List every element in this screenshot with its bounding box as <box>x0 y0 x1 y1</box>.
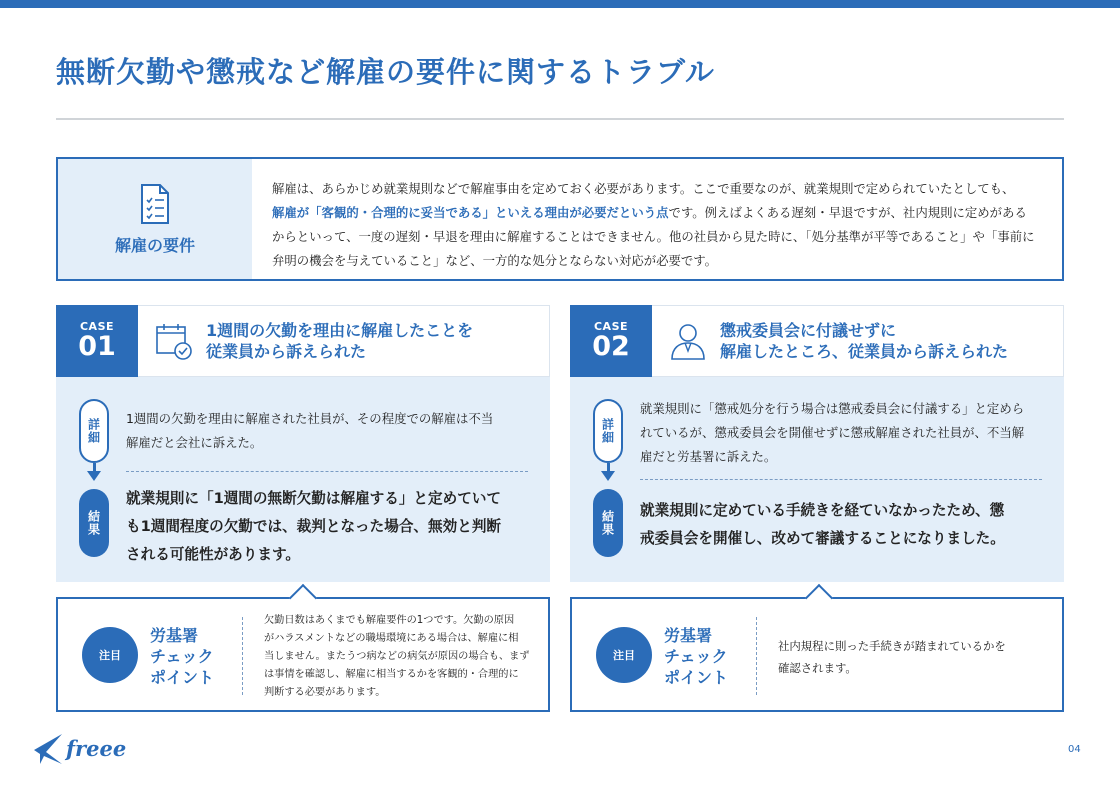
title-divider <box>56 118 1064 120</box>
requirement-line: 解雇は、あらかじめ就業規則などで解雇事由を定めておく必要があります。ここで重要なのが、就業規則で定められていたとしても、 <box>272 181 1015 196</box>
result-line: 就業規則に定めている手続きを経ていなかったため、懲 <box>640 502 1005 519</box>
detail-pill: 詳細 <box>593 399 623 463</box>
detail-line: 雇だと労基署に訴えた。 <box>640 449 777 464</box>
case-badge-number: 01 <box>78 331 116 362</box>
check-title-line: 労基署 <box>664 626 713 645</box>
result-line: も1週間程度の欠勤では、裁判となった場合、無効と判断 <box>126 518 502 535</box>
requirement-line: からといって、一度の遅刻・早退を理由に解雇することはできません。他の社員から見た時に、「処分基準が平等であること」や「事前に <box>272 229 1035 244</box>
case-badge-number: 02 <box>592 331 630 362</box>
brand-name: freee <box>66 735 127 761</box>
case-title-line: 懲戒委員会に付議せずに <box>720 321 897 340</box>
case-01 <box>56 305 550 582</box>
detail-pill: 詳細 <box>79 399 109 463</box>
check-line: がハラスメントなどの職場環境にある場合は、解雇に相 <box>264 633 519 644</box>
case-badge <box>570 305 652 377</box>
check-title-line: チェック <box>150 647 214 666</box>
case-badge-label: CASE <box>79 320 115 333</box>
detail-text <box>126 407 493 455</box>
case-title-line: 従業員から訴えられた <box>206 342 367 361</box>
check-line: 確認されます。 <box>778 661 857 675</box>
attention-badge: 注目 <box>596 627 652 683</box>
detail-line: 就業規則に「懲戒処分を行う場合は懲戒委員会に付議する」と定めら <box>640 401 1025 416</box>
check-title-line: チェック <box>664 647 728 666</box>
top-accent-bar <box>0 0 1120 8</box>
bird-logo-icon <box>32 730 64 766</box>
case-badge <box>56 305 138 377</box>
employee-person-icon <box>668 321 708 361</box>
case-title <box>206 320 473 362</box>
detail-line: 解雇だと会社に訴えた。 <box>126 435 263 450</box>
case-badge-label: CASE <box>593 320 629 333</box>
check-point-title <box>664 625 728 688</box>
check-line: 当しません。またうつ病などの病気が原因の場合も、まず <box>264 651 530 662</box>
check-point-title <box>150 625 214 688</box>
callout-notch <box>805 584 833 612</box>
freee-logo <box>32 730 126 766</box>
result-line: される可能性があります。 <box>126 546 300 563</box>
case-body <box>570 377 1064 582</box>
requirement-line: 弁明の機会を与えていること」など、一方的な処分とならない対応が必要です。 <box>272 253 718 268</box>
requirement-box <box>56 157 1064 281</box>
vertical-dashed-divider <box>242 617 243 695</box>
case-02 <box>570 305 1064 582</box>
calendar-check-icon <box>154 321 194 361</box>
result-line: 就業規則に「1週間の無断欠勤は解雇する」と定めていて <box>126 490 502 507</box>
arrow-stem <box>607 463 610 471</box>
check-point-text <box>264 612 529 702</box>
result-text <box>126 485 501 569</box>
detail-text <box>640 397 1024 469</box>
result-pill: 結果 <box>593 489 623 557</box>
page-number: 04 <box>1068 744 1081 755</box>
check-line: 欠勤日数はあくまでも解雇要件の1つです。欠勤の原因 <box>264 615 515 626</box>
detail-line: れているが、懲戒委員会を開催せずに懲戒解雇された社員が、不当解 <box>640 425 1025 440</box>
requirement-line-rest: です。例えばよくある遅刻・早退ですが、社内規則に定めがある <box>668 205 1027 220</box>
requirement-label-panel <box>58 159 252 279</box>
check-line: は事情を確認し、解雇に相当するかを客観的・合理的に <box>264 669 519 680</box>
checklist-document-icon <box>139 183 171 225</box>
down-arrow-icon <box>601 471 615 481</box>
dashed-divider <box>126 471 528 472</box>
requirement-label: 解雇の要件 <box>114 235 195 255</box>
requirement-text <box>252 159 1062 279</box>
check-point-box-01 <box>56 597 550 712</box>
requirement-line <box>272 201 1042 225</box>
check-title-line: 労基署 <box>150 626 199 645</box>
down-arrow-icon <box>87 471 101 481</box>
check-line: 判断する必要があります。 <box>264 687 386 698</box>
attention-badge: 注目 <box>82 627 138 683</box>
check-point-box-02 <box>570 597 1064 712</box>
case-title-line: 1週間の欠勤を理由に解雇したことを <box>206 321 474 340</box>
case-header <box>570 305 1064 377</box>
check-title-line: ポイント <box>150 668 215 687</box>
result-text <box>640 497 1005 553</box>
dashed-divider <box>640 479 1042 480</box>
callout-notch <box>289 584 317 612</box>
case-title <box>720 320 1008 362</box>
case-body <box>56 377 550 582</box>
arrow-stem <box>93 463 96 471</box>
requirement-highlight: 解雇が「客観的・合理的に妥当である」といえる理由が必要だという点 <box>272 205 669 220</box>
case-header <box>56 305 550 377</box>
check-title-line: ポイント <box>664 668 729 687</box>
result-pill: 結果 <box>79 489 109 557</box>
check-line: 社内規程に則った手続きが踏まれているかを <box>778 639 1006 653</box>
vertical-dashed-divider <box>756 617 757 695</box>
case-title-line: 解雇したところ、従業員から訴えられた <box>720 342 1009 361</box>
detail-line: 1週間の欠勤を理由に解雇された社員が、その程度での解雇は不当 <box>126 411 494 426</box>
result-line: 戒委員会を開催し、改めて審議することになりました。 <box>640 530 1005 547</box>
check-point-text <box>778 635 1006 679</box>
page-title: 無断欠勤や懲戒など解雇の要件に関するトラブル <box>56 55 715 89</box>
